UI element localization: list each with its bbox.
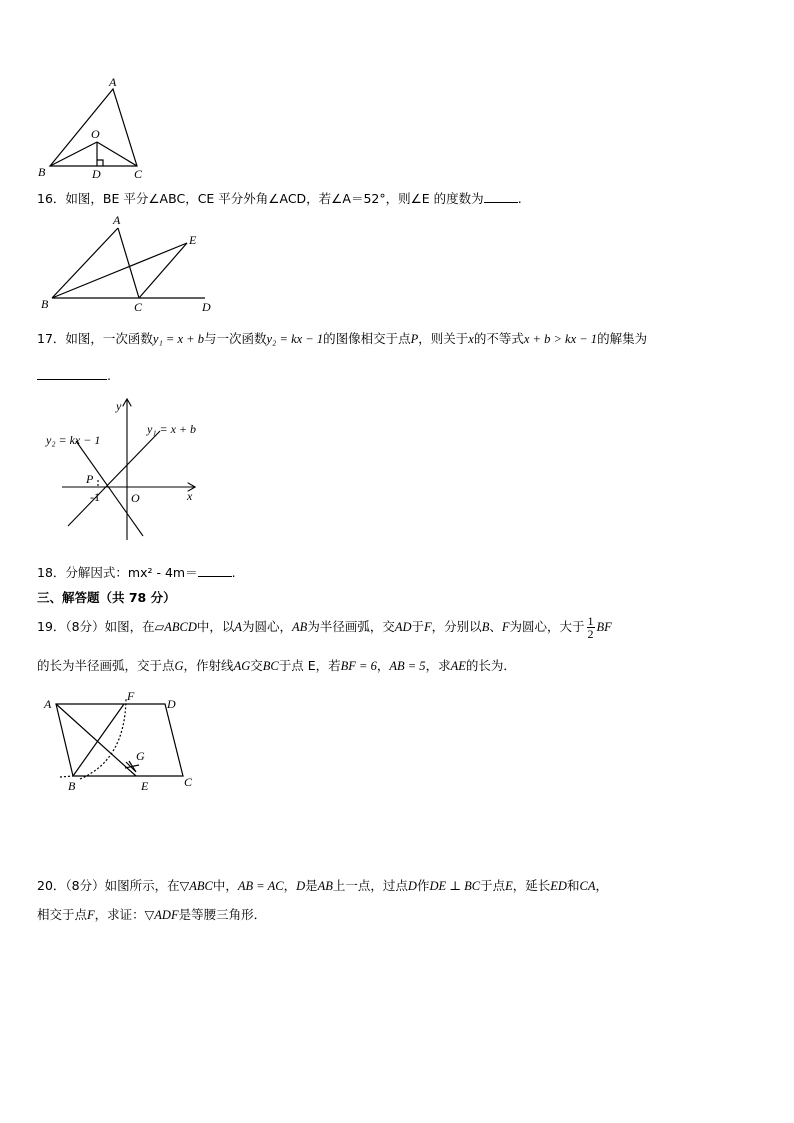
q19-text-p: BF bbox=[596, 620, 612, 634]
q17-point-p: P bbox=[410, 332, 419, 346]
q20-text-s: ， bbox=[595, 878, 608, 893]
q16-tail: . bbox=[517, 191, 522, 206]
q20-text-l: DE ⊥ BC bbox=[429, 879, 481, 893]
q20-text-n: E bbox=[505, 879, 513, 893]
q16-text: 16．如图，BE 平分∠ABC，CE 平分外角∠ACD，若∠A＝52°，则∠E 的度数为 bbox=[37, 191, 484, 206]
label-y-axis: y bbox=[116, 399, 122, 413]
q17-part1: 17．如图，一次函数 bbox=[37, 331, 153, 346]
q20-text-r: CA bbox=[579, 879, 596, 893]
q20-text-o: ，延长 bbox=[512, 878, 551, 893]
q20-text-2e: 是等腰三角形． bbox=[178, 907, 267, 922]
extension-bc-left bbox=[60, 776, 73, 777]
triangle-symbol-icon: ▽ bbox=[179, 879, 190, 893]
label-d-q19: D bbox=[167, 697, 176, 711]
ray-ag bbox=[56, 704, 136, 776]
q19-text-m: 、 bbox=[489, 619, 502, 634]
q19-text-n: F bbox=[501, 620, 510, 634]
q20-text-q: 和 bbox=[566, 878, 580, 893]
label-c-q19: C bbox=[184, 775, 193, 789]
q17-part2: 与一次函数 bbox=[203, 331, 267, 346]
q20-text-c: 中， bbox=[212, 878, 238, 893]
q19-text-2k: ，求 bbox=[425, 658, 451, 673]
q19-text-2i: ， bbox=[376, 658, 390, 673]
q19-text-i: 于 bbox=[411, 619, 425, 634]
line-bf bbox=[73, 704, 124, 776]
q19-text-2e: 交 bbox=[250, 658, 263, 673]
label-origin: O bbox=[131, 491, 140, 505]
q17-part5: 的不等式 bbox=[473, 331, 524, 346]
fraction-numerator: 1 bbox=[587, 614, 594, 628]
q20-text-2a: 相交于点 bbox=[37, 907, 88, 922]
q20-text-2c: ，求证： bbox=[94, 907, 145, 922]
q19-text-2d: AG bbox=[233, 659, 251, 673]
question-20-line1 bbox=[37, 876, 608, 894]
q17-part4: ，则关于 bbox=[418, 331, 469, 346]
label-f-q19: F bbox=[127, 689, 135, 703]
label-point-p: P bbox=[86, 472, 94, 486]
triangle-symbol-icon-2: ▽ bbox=[144, 908, 155, 922]
q19-text-g: 为半径画弧，交 bbox=[307, 619, 395, 634]
fraction-denominator: 2 bbox=[587, 627, 594, 641]
q20-text-a: 20．（8分）如图所示，在 bbox=[37, 878, 180, 893]
label-line-y1: y₁ = x + b bbox=[147, 422, 197, 436]
question-20-line2 bbox=[37, 905, 266, 923]
q19-text-2a: 的长为半径画弧，交于点 bbox=[37, 658, 175, 673]
label-e-q16: E bbox=[189, 233, 197, 247]
q19-text-2j: AB = 5 bbox=[389, 659, 426, 673]
label-minus-one: -1 bbox=[90, 490, 100, 504]
label-b-q15: B bbox=[38, 165, 46, 179]
label-a-q19: A bbox=[44, 697, 52, 711]
q19-text-2m: 的长为． bbox=[465, 658, 516, 673]
q20-text-2b: F bbox=[87, 908, 95, 922]
q20-text-d: AB = AC bbox=[237, 879, 284, 893]
q19-text-h: AD bbox=[394, 620, 412, 634]
q20-text-2d: ADF bbox=[154, 908, 179, 922]
section-title: 三、解答题（共 78 分） bbox=[37, 590, 176, 605]
label-a-q15: A bbox=[109, 75, 117, 89]
q17-eq1: y₁ = x + b bbox=[152, 332, 204, 346]
label-line-y2: y₂ = kx − 1 bbox=[46, 433, 101, 447]
q20-text-p: ED bbox=[550, 879, 567, 893]
q20-text-h: AB bbox=[317, 879, 333, 893]
q19-text-a: 19．（8分）如图，在 bbox=[37, 619, 155, 634]
label-b-q19: B bbox=[68, 779, 76, 793]
label-g-q19: G bbox=[136, 749, 145, 763]
q17-part3: 的图像相交于点 bbox=[323, 331, 411, 346]
label-o-q15: O bbox=[91, 127, 100, 141]
q19-text-e: 为圆心， bbox=[242, 619, 293, 634]
q20-text-e: ， bbox=[283, 878, 297, 893]
q19-text-l: B bbox=[481, 620, 490, 634]
label-x-axis: x bbox=[187, 489, 193, 503]
q18-tail: . bbox=[231, 565, 236, 580]
label-c-q15: C bbox=[134, 167, 143, 181]
q19-text-2b: G bbox=[174, 659, 184, 673]
q20-text-m: 于点 bbox=[480, 878, 506, 893]
q19-text-o: 为圆心，大于 bbox=[509, 619, 585, 634]
q18-text: 18．分解因式：mx² - 4m＝ bbox=[37, 565, 198, 580]
label-d-q16: D bbox=[202, 300, 211, 314]
q17-inequality: x + b > kx − 1 bbox=[523, 332, 598, 346]
q17-tail: . bbox=[107, 368, 111, 383]
q17-eq2: y₂ = kx − 1 bbox=[266, 332, 324, 346]
q20-text-k: 作 bbox=[416, 878, 430, 893]
q19-text-b: ABCD bbox=[164, 620, 197, 634]
q19-text-2l: AE bbox=[450, 659, 466, 673]
q17-part6: 的解集为 bbox=[597, 331, 648, 346]
q19-text-c: 中，以 bbox=[196, 619, 235, 634]
q20-text-i: 上一点，过点 bbox=[332, 878, 408, 893]
q20-text-b: ABC bbox=[189, 879, 213, 893]
q19-text-j: F bbox=[424, 620, 432, 634]
label-b-q16: B bbox=[41, 297, 49, 311]
q17-var-x: x bbox=[468, 332, 474, 346]
q20-text-j: D bbox=[407, 879, 417, 893]
q19-text-2h: BF = 6 bbox=[340, 659, 377, 673]
label-c-q16: C bbox=[134, 300, 143, 314]
q19-text-f: AB bbox=[292, 620, 308, 634]
label-d-q15: D bbox=[92, 167, 101, 181]
q20-text-g: 是 bbox=[305, 878, 318, 893]
q19-text-2c: ，作射线 bbox=[183, 658, 234, 673]
q20-text-f: D bbox=[296, 879, 306, 893]
label-e-q19: E bbox=[141, 779, 149, 793]
q19-text-d: A bbox=[234, 620, 243, 634]
q19-text-2f: BC bbox=[262, 659, 279, 673]
q19-text-2g: 于点 E，若 bbox=[278, 658, 341, 673]
label-a-q16: A bbox=[113, 213, 121, 227]
parallelogram-abcd bbox=[56, 704, 183, 776]
q19-text-k: ，分别以 bbox=[431, 619, 482, 634]
parallelogram-symbol-icon: ▱ bbox=[154, 620, 165, 634]
